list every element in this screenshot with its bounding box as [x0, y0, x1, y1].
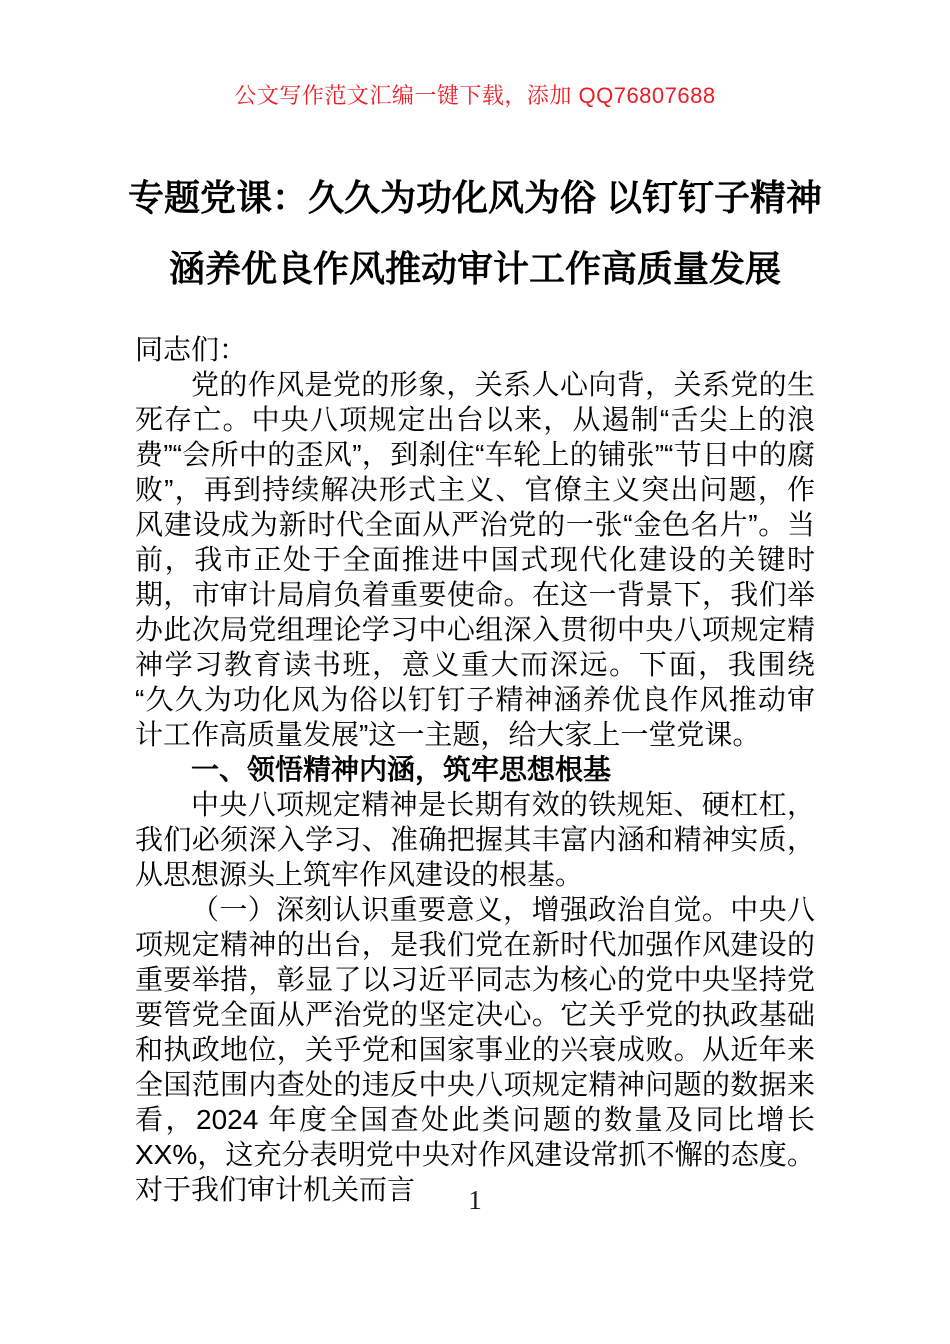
promo-banner: 公文写作范文汇编一键下载，添加 QQ76807688 [234, 83, 716, 108]
paragraph: 一、领悟精神内涵，筑牢思想根基 [191, 754, 612, 785]
page-number: 1 [468, 1185, 482, 1215]
paragraph: 党的作风是党的形象，关系人心向背，关系党的生死存亡。中央八项规定出台以来，从遏制“舌尖上的浪费”“会所中的歪风”，到刹住“车轮上的铺张”“节日中的腐败”，再到持续解决形式主义、官僚主义突出问题，作风建设成为新时代全面从严治党的一张“金色名片”。当前，我市正处于全面推进中国式现代化建设的关键时期，市审计局肩负着重要使命。在这一背景下，我们举办此次局党组理论学习中心组深入贯彻中央八项规定精神学习教育读书班，意义重大而深远。下面，我围绕“久久为功化风为俗以钉钉子精神涵养优良作风推动审计工作高质量发展”这一主题，给大家上一堂党课。 [135, 369, 815, 750]
document-body [135, 332, 815, 1207]
document-title: 专题党课：久久为功化风为俗 以钉钉子精神涵养优良作风推动审计工作高质量发展 [127, 177, 822, 289]
paragraph: （一）深刻认识重要意义，增强政治自觉。中央八项规定精神的出台，是我们党在新时代加强作风建设的重要举措，彰显了以习近平同志为核心的党中央坚持党要管党全面从严治党的坚定决心。它关乎党的执政基础和执政地位，关乎党和国家事业的兴衰成败。从近年来全国范围内查处的违反中央八项规定精神问题的数据来看，2024 年度全国查处此类问题的数量及同比增长 XX%，这充分表明党中央对作风建设常抓不懈的态度。对于我们审计机关而言 [135, 894, 815, 1205]
paragraph: 中央八项规定精神是长期有效的铁规矩、硬杠杠，我们必须深入学习、准确把握其丰富内涵和精神实质，从思想源头上筑牢作风建设的根基。 [135, 789, 815, 890]
paragraph: 同志们： [135, 334, 248, 365]
